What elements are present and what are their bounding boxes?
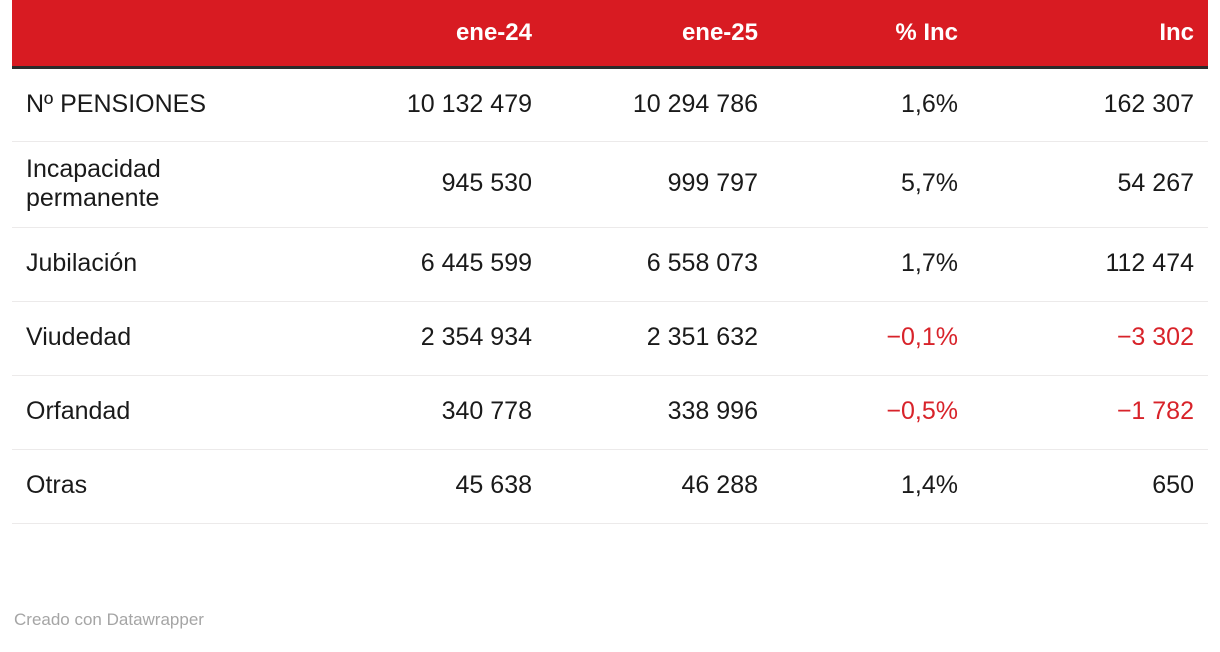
table-body (12, 67, 1208, 523)
column-header-pct-inc: % Inc (895, 18, 958, 46)
cell-inc: 112 474 (1105, 249, 1194, 278)
cell-inc: −1 782 (1116, 397, 1194, 426)
cell-ene-25: 2 351 632 (646, 323, 758, 352)
table-row (12, 227, 1208, 301)
row-label-line-1: Incapacidad (26, 154, 161, 183)
table-row (12, 301, 1208, 375)
datawrapper-credit[interactable]: Creado con Datawrapper (14, 610, 204, 629)
table-row (12, 141, 1208, 227)
cell-ene-24: 945 530 (441, 169, 532, 198)
row-label: Nº PENSIONES (12, 67, 320, 141)
cell-inc: −3 302 (1116, 323, 1194, 352)
cell-ene-25: 999 797 (667, 169, 758, 198)
column-header-ene-24: ene-24 (455, 18, 532, 46)
row-label (12, 141, 320, 227)
cell-ene-24: 340 778 (441, 397, 532, 426)
cell-ene-24: 2 354 934 (420, 323, 532, 352)
table-header (12, 0, 1208, 67)
row-label-line-2: permanente (26, 184, 160, 212)
cell-ene-25: 10 294 786 (546, 67, 772, 141)
cell-ene-24: 45 638 (455, 471, 532, 500)
cell-inc: 162 307 (972, 67, 1208, 141)
pensions-table (12, 0, 1208, 524)
cell-pct-inc: 1,6% (772, 67, 972, 141)
cell-pct-inc: 5,7% (901, 169, 958, 198)
row-label: Otras (26, 471, 88, 500)
cell-ene-25: 46 288 (681, 471, 758, 500)
cell-pct-inc: −0,5% (886, 397, 958, 426)
table-row (12, 449, 1208, 523)
cell-pct-inc: 1,7% (901, 249, 958, 278)
row-label: Orfandad (26, 397, 131, 426)
column-header-ene-25: ene-25 (681, 18, 758, 46)
cell-ene-24: 10 132 479 (320, 67, 546, 141)
row-label: Viudedad (26, 323, 132, 352)
cell-ene-25: 6 558 073 (646, 249, 758, 278)
table-header-row (12, 0, 1208, 67)
table-row (12, 375, 1208, 449)
cell-ene-25: 338 996 (667, 397, 758, 426)
table-row (12, 67, 1208, 141)
column-header-inc: Inc (1159, 18, 1194, 46)
column-header-category (12, 0, 320, 67)
row-label: Jubilación (26, 249, 138, 278)
cell-ene-24: 6 445 599 (420, 249, 532, 278)
cell-pct-inc: 1,4% (901, 471, 958, 500)
cell-inc: 54 267 (1117, 169, 1194, 198)
cell-pct-inc: −0,1% (886, 323, 958, 352)
cell-inc: 650 (1152, 471, 1194, 500)
